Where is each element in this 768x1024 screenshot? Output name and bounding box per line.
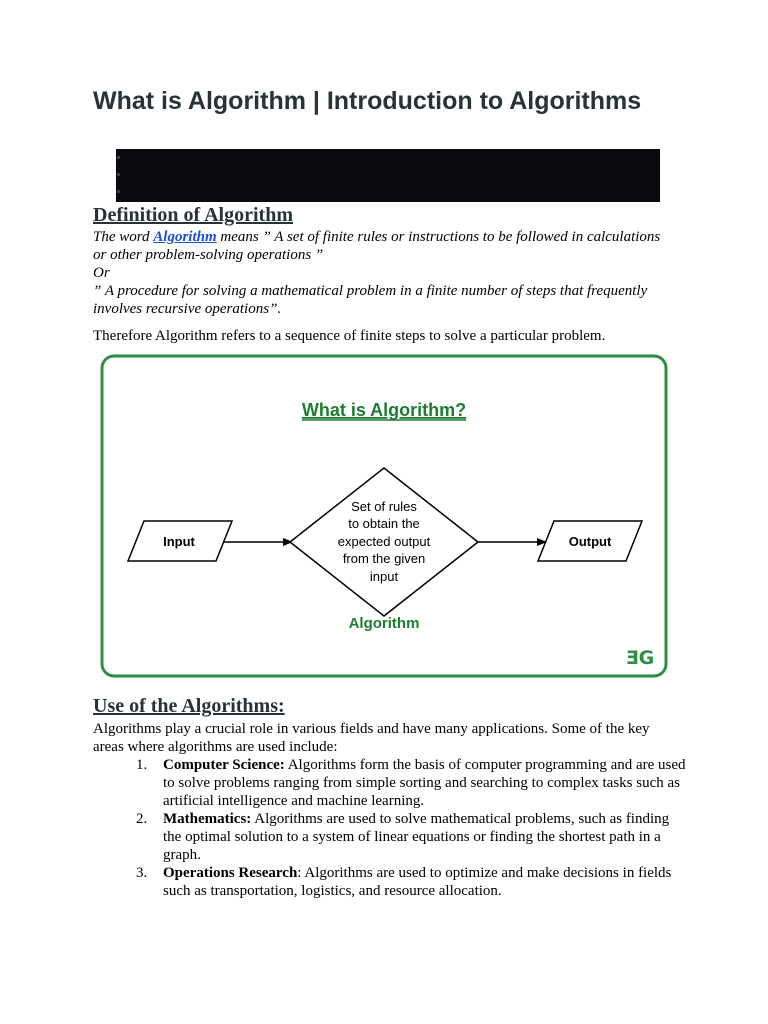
output-label: Output bbox=[568, 534, 612, 549]
list-number: 3. bbox=[136, 865, 148, 881]
definition-paragraph bbox=[93, 228, 673, 264]
list-term: Mathematics: bbox=[163, 811, 252, 827]
bullet-dot bbox=[117, 190, 120, 193]
uses-intro: Algorithms play a crucial role in various fields and have many applications. Some of the key areas where algorithms are used include: bbox=[93, 721, 650, 755]
list-item bbox=[136, 810, 686, 864]
redacted-ad-bar bbox=[116, 149, 660, 202]
definition-alt-paragraph: ” A procedure for solving a mathematical problem in a finite number of steps that frequently involves recursive operations”. bbox=[93, 283, 648, 317]
list-term: Operations Research bbox=[163, 865, 298, 881]
diagram-caption: Algorithm bbox=[348, 615, 420, 632]
or-text: Or bbox=[93, 265, 110, 281]
therefore-paragraph: Therefore Algorithm refers to a sequence of finite steps to solve a particular problem. bbox=[93, 328, 606, 344]
list-text: Algorithms form the basis of computer programming and are used to solve problems ranging from simple sorting and searching to complex tasks such as artificial intelligence and machine learning. bbox=[163, 757, 686, 809]
definition-heading: Definition of Algorithm bbox=[93, 204, 293, 226]
uses-list bbox=[136, 756, 686, 900]
uses-heading: Use of the Algorithms: bbox=[93, 695, 285, 717]
diagram-title: What is Algorithm? bbox=[301, 400, 467, 420]
algorithm-diagram bbox=[100, 354, 668, 678]
algorithm-link[interactable]: Algorithm bbox=[153, 229, 217, 245]
list-number: 1. bbox=[136, 757, 148, 773]
diamond-line: input bbox=[369, 569, 399, 584]
list-text: : Algorithms are used to optimize and make decisions in fields such as transportation, logistics, and resource allocation. bbox=[163, 865, 672, 899]
list-number: 2. bbox=[136, 811, 148, 827]
definition-text: means ” A set of finite rules or instructions to be followed in calculations or other problem-solving operations ” bbox=[93, 229, 661, 263]
diamond-line: expected output bbox=[337, 534, 431, 549]
list-item bbox=[136, 864, 686, 900]
page-title: What is Algorithm | Introduction to Algorithms bbox=[93, 87, 642, 115]
list-term: Computer Science: bbox=[163, 757, 285, 773]
gfg-logo: ƎG bbox=[625, 647, 655, 669]
definition-text: The word bbox=[93, 229, 154, 245]
bullet-dot bbox=[117, 173, 120, 176]
list-item bbox=[136, 756, 686, 810]
input-label: Input bbox=[163, 534, 195, 549]
diamond-line: to obtain the bbox=[348, 516, 420, 531]
bullet-dot bbox=[117, 156, 120, 159]
list-text: Algorithms are used to solve mathematical problems, such as finding the optimal solution to a system of linear equations or finding the shortest path in a graph. bbox=[163, 811, 670, 863]
diamond-line: from the given bbox=[342, 551, 426, 566]
diamond-line: Set of rules bbox=[351, 499, 417, 514]
